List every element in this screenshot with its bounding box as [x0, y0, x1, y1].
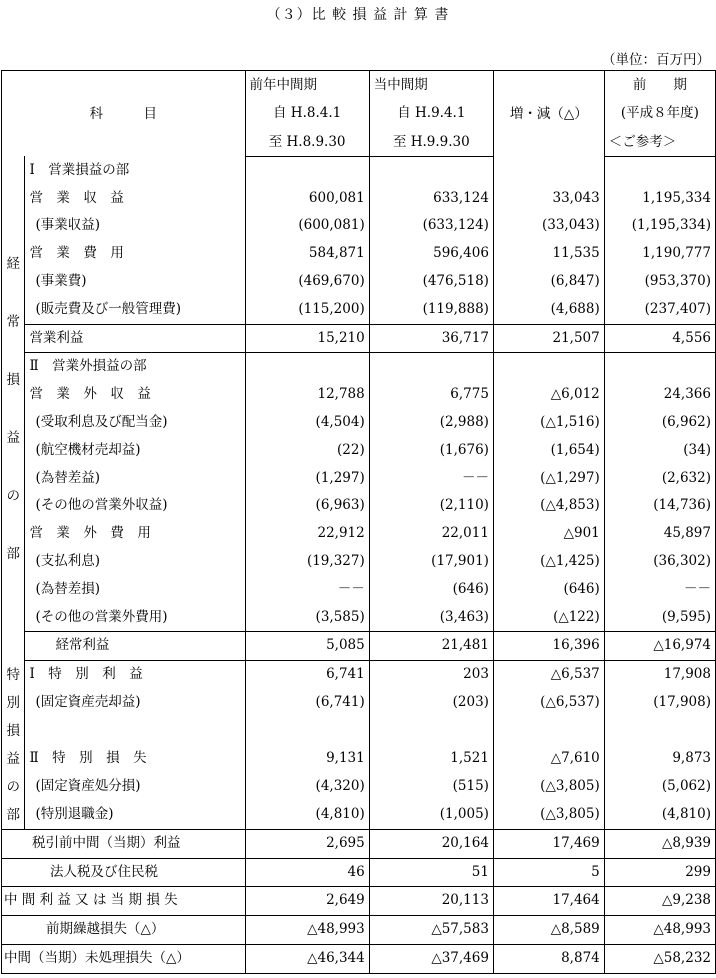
cell-prev-interim: 5,085	[245, 632, 369, 661]
cell-change: (6,847)	[493, 268, 604, 296]
cell-change: (△1,425)	[493, 548, 604, 576]
cell-change: (△6,537)	[493, 689, 604, 717]
side-char: の	[6, 778, 20, 795]
cell-prev-year	[604, 353, 715, 381]
cell-change: (△3,805)	[493, 801, 604, 829]
cell-prev-year: (14,736)	[604, 492, 715, 520]
side-char: 部	[6, 806, 20, 823]
cell-change: △901	[493, 520, 604, 548]
table-row	[2, 689, 716, 717]
table-row	[2, 661, 716, 689]
cell-prev-year: (6,962)	[604, 409, 715, 437]
cell-prev-interim: (469,670)	[245, 268, 369, 296]
cell-change: 11,535	[493, 240, 604, 268]
cell-change: (4,688)	[493, 296, 604, 324]
table-row	[2, 437, 716, 465]
cell-prev-interim: －－	[245, 576, 369, 604]
cell-curr-interim: △37,469	[369, 944, 493, 973]
row-label: (販売費及び一般管理費)	[35, 300, 181, 317]
table-row	[2, 801, 716, 829]
cell-prev-interim: (4,810)	[245, 801, 369, 829]
cell-prev-interim: 600,081	[245, 185, 369, 213]
cell-curr-interim: 51	[369, 858, 493, 887]
cell-curr-interim	[369, 353, 493, 381]
cell-change: (1,654)	[493, 437, 604, 465]
cell-prev-interim: 584,871	[245, 240, 369, 268]
cell-prev-interim: 46	[245, 858, 369, 887]
cell-prev-interim: (1,297)	[245, 465, 369, 493]
side-char: 別	[6, 694, 20, 711]
cell-prev-year	[604, 156, 715, 184]
cell-curr-interim: 36,717	[369, 324, 493, 353]
header-curr-interim-label: 当中間期	[369, 71, 493, 100]
cell-curr-interim: △57,583	[369, 916, 493, 945]
row-label: Ⅱ 営業外損益の部	[29, 358, 147, 375]
row-label: (特別退職金)	[25, 801, 245, 829]
cell-prev-year: 1,190,777	[604, 240, 715, 268]
table-row	[2, 829, 716, 858]
cell-curr-interim: (17,901)	[369, 548, 493, 576]
cell-curr-interim: (1,005)	[369, 801, 493, 829]
cell-prev-year: 1,195,334	[604, 185, 715, 213]
row-label: (その他の営業外収益)	[35, 497, 168, 514]
cell-prev-year: △9,238	[604, 887, 715, 916]
cell-change	[493, 156, 604, 184]
side-char: 部	[6, 545, 20, 562]
cell-prev-interim: 6,741	[245, 661, 369, 689]
row-label	[25, 717, 245, 745]
cell-prev-interim: (19,327)	[245, 548, 369, 576]
side-label-extraordinary	[2, 661, 25, 830]
cell-prev-year: △58,232	[604, 944, 715, 973]
cell-change: 16,396	[493, 632, 604, 661]
cell-curr-interim: －－	[369, 465, 493, 493]
table-row	[2, 944, 716, 973]
table-row	[2, 185, 716, 213]
row-label: (為替差益)	[35, 469, 100, 486]
cell-change: (△122)	[493, 604, 604, 632]
table-row	[2, 296, 716, 324]
table-row	[2, 268, 716, 296]
cell-prev-interim: (600,081)	[245, 212, 369, 240]
cell-curr-interim: 203	[369, 661, 493, 689]
row-label: 営 業 外 収 益	[29, 386, 151, 403]
cell-prev-year	[604, 717, 715, 745]
cell-change: (△1,516)	[493, 409, 604, 437]
side-char: 益	[6, 750, 20, 767]
cell-prev-year: 24,366	[604, 381, 715, 409]
cell-prev-year: 17,908	[604, 661, 715, 689]
cell-curr-interim: (3,463)	[369, 604, 493, 632]
cell-change: (33,043)	[493, 212, 604, 240]
cell-curr-interim: (203)	[369, 689, 493, 717]
cell-curr-interim: (1,676)	[369, 437, 493, 465]
table-row	[2, 858, 716, 887]
table-row	[2, 576, 716, 604]
side-char: 損	[6, 722, 20, 739]
cell-prev-year: 299	[604, 858, 715, 887]
cell-curr-interim: 20,113	[369, 887, 493, 916]
cell-prev-year: (34)	[604, 437, 715, 465]
statement-title: （３）比 較 損 益 計 算 書	[266, 7, 450, 23]
header-prev-interim-to: 至 H.8.9.30	[245, 128, 369, 157]
cell-curr-interim: (633,124)	[369, 212, 493, 240]
side-label-ordinary	[2, 156, 25, 660]
header-prev-interim-label: 前年中間期	[245, 71, 369, 100]
cell-prev-interim: (6,963)	[245, 492, 369, 520]
side-char: の	[6, 487, 20, 504]
header-prev-interim-from: 自 H.8.4.1	[245, 99, 369, 127]
cell-change: 33,043	[493, 185, 604, 213]
row-label: 中 間 利 益 又 は 当 期 損 失	[2, 887, 246, 916]
cell-prev-interim: (22)	[245, 437, 369, 465]
table-row	[2, 353, 716, 381]
header-row-1	[2, 71, 716, 100]
table-row	[2, 381, 716, 409]
table-row	[2, 773, 716, 801]
table-row	[2, 409, 716, 437]
cell-prev-interim: (115,200)	[245, 296, 369, 324]
cell-prev-interim: 15,210	[245, 324, 369, 353]
cell-change: 8,874	[493, 944, 604, 973]
cell-prev-year: 9,873	[604, 745, 715, 773]
row-label: (支払利息)	[35, 553, 100, 570]
row-label: (その他の営業外費用)	[35, 608, 168, 625]
table-row	[2, 465, 716, 493]
cell-prev-year: △48,993	[604, 916, 715, 945]
cell-curr-interim: (476,518)	[369, 268, 493, 296]
table-row	[2, 717, 716, 745]
cell-prev-interim: (3,585)	[245, 604, 369, 632]
cell-change: (△3,805)	[493, 773, 604, 801]
table-row	[2, 916, 716, 945]
cell-prev-interim: 2,695	[245, 829, 369, 858]
cell-change: 21,507	[493, 324, 604, 353]
header-item: 科 目	[2, 71, 246, 157]
cell-curr-interim: 22,011	[369, 520, 493, 548]
cell-change: △7,610	[493, 745, 604, 773]
cell-prev-interim	[245, 156, 369, 184]
cell-prev-year: －－	[604, 576, 715, 604]
side-char: 経	[6, 255, 20, 272]
cell-curr-interim: 21,481	[369, 632, 493, 661]
cell-prev-interim: (4,504)	[245, 409, 369, 437]
cell-change	[493, 353, 604, 381]
cell-curr-interim: 6,775	[369, 381, 493, 409]
cell-prev-year: (36,302)	[604, 548, 715, 576]
cell-change: 17,464	[493, 887, 604, 916]
cell-change: 17,469	[493, 829, 604, 858]
cell-prev-year: (2,632)	[604, 465, 715, 493]
header-change: 増・減（△）	[493, 71, 604, 157]
cell-curr-interim: 633,124	[369, 185, 493, 213]
table-row	[2, 156, 716, 184]
row-label: Ⅱ 特 別 損 失	[29, 750, 147, 766]
header-prev-year-label: 前 期	[604, 71, 715, 100]
cell-curr-interim: (119,888)	[369, 296, 493, 324]
cell-prev-interim: 9,131	[245, 745, 369, 773]
header-curr-interim-from: 自 H.9.4.1	[369, 99, 493, 127]
row-label: 法人税及び住民税	[2, 858, 246, 887]
table-row	[2, 604, 716, 632]
row-label: 中間（当期）未処理損失（△）	[2, 944, 246, 973]
row-label: (固定資産売却益)	[35, 694, 141, 711]
cell-prev-interim: △48,993	[245, 916, 369, 945]
side-char: 損	[6, 371, 20, 388]
cell-curr-interim	[369, 156, 493, 184]
row-label: 経常利益	[25, 632, 245, 661]
cell-prev-year: (237,407)	[604, 296, 715, 324]
cell-change: (△1,297)	[493, 465, 604, 493]
row-label: 営 業 外 費 用	[29, 525, 151, 542]
row-label: 営業利益	[25, 324, 245, 353]
cell-prev-year: (9,595)	[604, 604, 715, 632]
row-label: 前期繰越損失（△）	[2, 916, 246, 945]
table-row	[2, 324, 716, 353]
header-prev-year-fy: (平成８年度)	[604, 99, 715, 127]
cell-prev-year: △16,974	[604, 632, 715, 661]
row-label: 営 業 費 用	[29, 245, 124, 262]
cell-curr-interim: 596,406	[369, 240, 493, 268]
cell-prev-year: (1,195,334)	[604, 212, 715, 240]
cell-prev-interim: △46,344	[245, 944, 369, 973]
cell-prev-year: (4,810)	[604, 801, 715, 829]
cell-curr-interim	[369, 717, 493, 745]
table-row	[2, 492, 716, 520]
cell-curr-interim: 20,164	[369, 829, 493, 858]
table-row	[2, 887, 716, 916]
cell-prev-year: 4,556	[604, 324, 715, 353]
table-row	[2, 548, 716, 576]
table-row	[2, 632, 716, 661]
cell-prev-interim: (6,741)	[245, 689, 369, 717]
cell-prev-year: (17,908)	[604, 689, 715, 717]
row-label: (事業費)	[35, 273, 87, 290]
cell-curr-interim: 1,521	[369, 745, 493, 773]
cell-curr-interim: (2,988)	[369, 409, 493, 437]
header-curr-interim-to: 至 H.9.9.30	[369, 128, 493, 157]
cell-prev-year: 45,897	[604, 520, 715, 548]
income-statement-table	[1, 70, 716, 974]
row-label: (固定資産処分損)	[35, 777, 141, 794]
side-char: 特	[6, 666, 20, 683]
cell-prev-interim	[245, 717, 369, 745]
side-char: 益	[6, 429, 20, 446]
header-prev-year-ref: ＜ご参考＞	[604, 128, 715, 157]
row-label: Ⅰ 営業損益の部	[29, 161, 130, 178]
row-label: (為替差損)	[35, 580, 100, 597]
table-row	[2, 520, 716, 548]
cell-curr-interim: (2,110)	[369, 492, 493, 520]
row-label: (航空機材売却益)	[35, 441, 141, 458]
table-row	[2, 745, 716, 773]
cell-prev-year: △8,939	[604, 829, 715, 858]
cell-change: △6,537	[493, 661, 604, 689]
cell-prev-interim	[245, 353, 369, 381]
row-label: 税引前中間（当期）利益	[2, 829, 246, 858]
side-char: 常	[6, 313, 20, 330]
cell-change: (△4,853)	[493, 492, 604, 520]
table-row	[2, 212, 716, 240]
cell-prev-interim: (4,320)	[245, 773, 369, 801]
cell-prev-year: (5,062)	[604, 773, 715, 801]
cell-change: (646)	[493, 576, 604, 604]
table-row	[2, 240, 716, 268]
unit-label: （単位：百万円）	[602, 52, 710, 68]
cell-curr-interim: (646)	[369, 576, 493, 604]
cell-prev-interim: 22,912	[245, 520, 369, 548]
cell-prev-interim: 12,788	[245, 381, 369, 409]
cell-change: 5	[493, 858, 604, 887]
row-label: (受取利息及び配当金)	[35, 414, 168, 431]
cell-curr-interim: (515)	[369, 773, 493, 801]
row-label: Ⅰ 特 別 利 益	[29, 666, 143, 683]
row-label: 営 業 収 益	[29, 189, 124, 206]
row-label: (事業収益)	[35, 217, 100, 234]
cell-change: △6,012	[493, 381, 604, 409]
cell-prev-interim: 2,649	[245, 887, 369, 916]
cell-change	[493, 717, 604, 745]
cell-change: △8,589	[493, 916, 604, 945]
cell-prev-year: (953,370)	[604, 268, 715, 296]
